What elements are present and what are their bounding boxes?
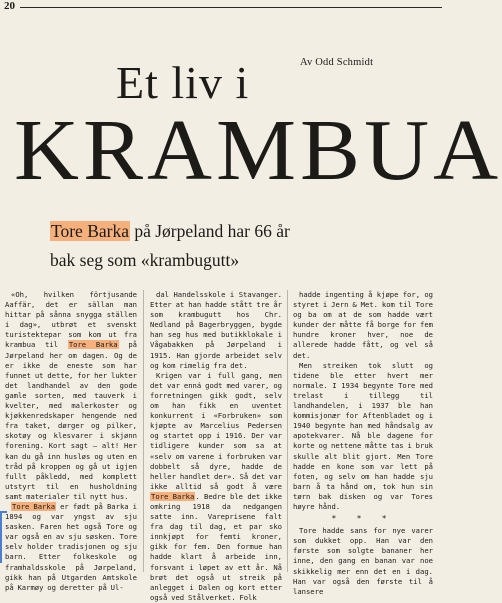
- section-break: * * *: [331, 514, 395, 524]
- col1-paragraph-2: [5, 502, 137, 593]
- article-column-1: [5, 290, 137, 593]
- article-column-2: [150, 290, 282, 603]
- ingress-name-highlight: Tore Barka: [51, 221, 129, 241]
- article-column-3: [293, 290, 433, 597]
- headline-line2: KRAMBUA: [14, 103, 502, 199]
- col1-p1-text: «Oh, hvilken förtjusande Aaffär, det er sällan man hittar på sånna snygga ställen i dag», utbrøt et svenskt turistektepar som kom ut fra krambua til: [5, 290, 137, 350]
- page-number: 20: [4, 0, 15, 12]
- col3-paragraph-3: Tore hadde sans for nye varer som dukket opp. Han var den første som solgte bananer her inne, den gang en banan var noe skikkelig mer enn det en i dag. Han var også den første til å lansere: [293, 526, 433, 596]
- col3-paragraph-1: hadde ingenting å kjøpe for, og styret i Jern & Met. kom til Tore og ba om at de som hadde vært kunder der måtte få borge for fem hundre kroner hver, noe de allerede hadde fått, og vel så det.: [293, 290, 433, 360]
- column-divider: [143, 290, 144, 572]
- col2-paragraph-1: dal Handelsskole i Stavanger. Etter at han hadde stått tre år som krambugutt hos Chr. Nedland på Bagerbryggen, bygde han seg hus med butikklokale i Vågabakken på Jørpeland i 1915. Han gjorde arbeidet selv og kom rimelig fra det.: [150, 290, 282, 370]
- top-rule: [20, 7, 442, 8]
- col1-p2-text: er født på Barka i 1894 og var yngst av sju sasken. Faren het også Tore og var også en av sju søsken. Tore selv holder tradisjonen og sju barn. Etter folkeskole og framhaldsskole på Jørpeland, gikk han på Utgarden Amtskole på Karmøy og deretter på Ul-: [5, 501, 137, 592]
- col2-p2-text: Krigen var i full gang, men det var enná godt med varer, og forretningen gikk godt, selv om han fikk en uventet konkurrent i «Forbruken» som kjøpte av Marcelius Pedersen og startet opp i 1916. Der var tidligere kunder som sa at «selv om varene i forbruken var dobbelt så dyre, hadde de heller handlet der». Så det var ikke alltid så godt å være: [150, 370, 282, 491]
- col1-paragraph-1: [5, 290, 137, 502]
- headline-line1: Et liv i: [116, 57, 250, 108]
- col3-paragraph-2: Men streiken tok slutt og tidene ble etter hvert mer normale. I 1934 begynte Tore med trelast i tillegg til landhandelen, i 1937 ble han kommisjonær for Aftenbladet og i 1940 begynte han med håndsalg av apotekvarer. Nå ble dagene for korte og nettene måtte tas i bruk skulle alt blit gjort. Men Tore hadde en kone som var lett på foten, og selv om han hadde sju barn å ta hånd om, tok hun sin tørn bak disken og var Tores høyre hånd.: [293, 360, 433, 511]
- col1-name-highlight-2: Tore Barka: [12, 501, 56, 511]
- byline: Av Odd Schmidt: [300, 57, 374, 68]
- column-divider: [287, 290, 288, 572]
- ingress-line1-rest: på Jørpeland har 66 år: [129, 221, 290, 241]
- col1-p1-text-end: på Jørpeland her om dagen. Og de er ikke de eneste som har funnet ut dette, for her lukter det landhandel av den gode gamle sorten, med tauverk i kvelter, med malerkoster og kjøkkenredskaper hengende ned fra taket, dørger og pilker, skotøy og klesvarer i skjønn forening. Kort sagt – alt! Her kan du gå inn husløs og uten en tråd på kroppen og gå ut igjen fullt påkledd, med komplett utstyrt til en husholdning samt materialer til nytt hus.: [5, 340, 137, 501]
- col2-name-highlight: Tore Barka: [151, 491, 195, 501]
- ingress-line2: bak seg som «krambugutt»: [50, 250, 240, 270]
- col2-paragraph-2: [150, 371, 282, 603]
- col2-p2-text-end: . Bedre ble det ikke omkring 1918 da nedgangen satte inn. Vareprisene falt fra dag til dag, et par sko innkjøpt for femti kroner, gikk for fem. Den formue han hadde klart å arbeide inn, forsvant i løpet av ett år. Nå brøt det også ut streik på anlegget i Dalen og kort etter også ved Stålverket. Folk: [150, 491, 282, 602]
- ingress: [50, 217, 430, 275]
- col1-name-highlight: Tore Barka: [68, 340, 118, 350]
